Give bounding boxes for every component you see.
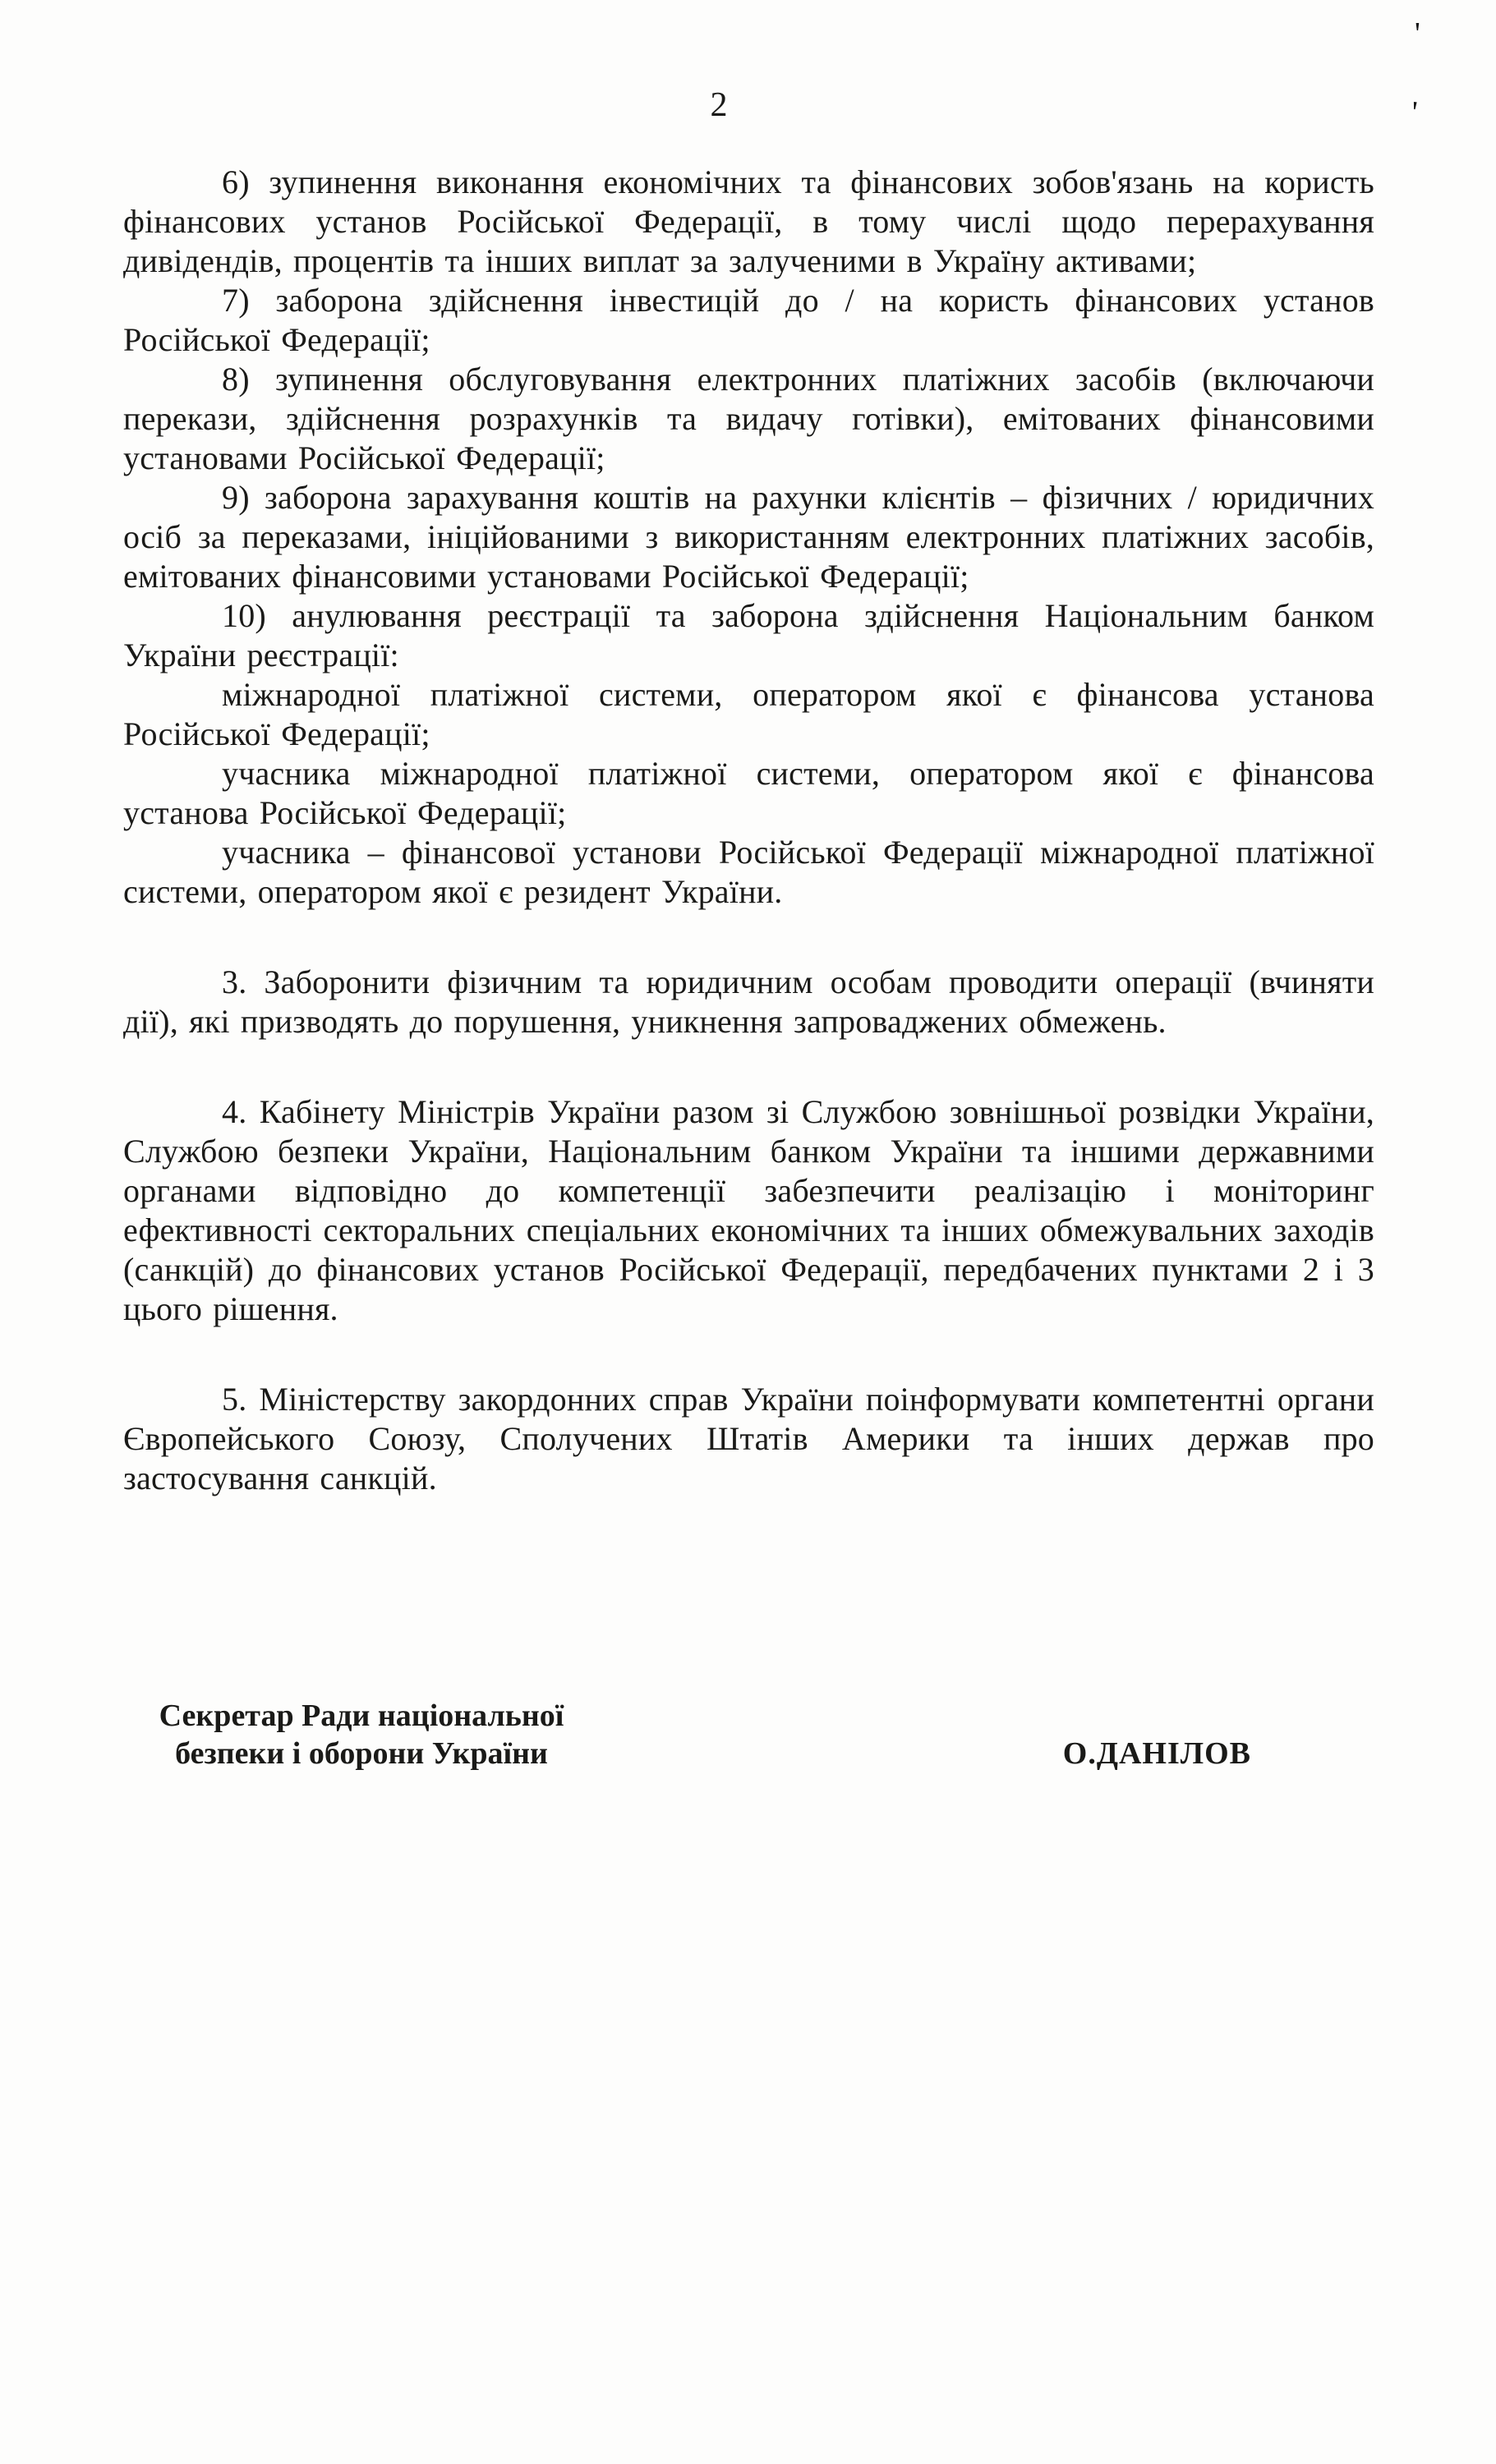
clause-10-sub-1: міжнародної платіжної системи, оператором якої є фінансова установа Російської Федерації;: [123, 676, 1374, 752]
clause-6: 6) зупинення виконання економічних та фінансових зобов'язань на користь фінансових установ Російської Федерації, в тому числі щодо перерахування дивідендів, процентів та інших виплат за залученими в Україну активами;: [123, 163, 1374, 279]
page-number: 2: [710, 86, 728, 124]
clause-8: 8) зупинення обслуговування електронних платіжних засобів (включаючи перекази, здійснення розрахунків та видачу готівки), емітованих фінансовими установами Російської Федерації;: [123, 361, 1374, 476]
signature-block: [123, 1697, 1374, 1772]
clause-10-sub-2: учасника міжнародної платіжної системи, оператором якої є фінансова установа Російської Федерації;: [123, 755, 1374, 831]
item-5: 5. Міністерству закордонних справ України поінформувати компетентні органи Європейського Союзу, Сполучених Штатів Америки та інших держав про застосування санкцій.: [123, 1381, 1374, 1496]
clause-10-sub-3: учасника – фінансової установи Російської Федерації міжнародної платіжної системи, оператором якої є резидент України.: [123, 834, 1374, 910]
signatory-title-line-1: Секретар Ради національної: [159, 1699, 564, 1733]
clause-10: 10) анулювання реєстрації та заборона здійснення Національним банком України реєстрації:: [123, 597, 1374, 673]
item-4: 4. Кабінету Міністрів України разом зі Службою зовнішньої розвідки України, Службою безпеки України, Національним банком України та іншими державними органами відповідно до компетенції забезпечити реалізацію і моніторинг ефективності секторальних спеціальних економічних та інших обмежувальних заходів (санкцій) до фінансових установ Російської Федерації, передбачених пунктами 2 і 3 цього рішення.: [123, 1093, 1374, 1327]
signatory-name: О.ДАНІЛОВ: [1062, 1736, 1251, 1771]
item-3: 3. Заборонити фізичним та юридичним особам проводити операції (вчиняти дії), які призводять до порушення, уникнення запроваджених обмежень.: [123, 963, 1374, 1040]
scan-artifact-mark-bottom: ': [1409, 94, 1420, 131]
signatory-title: [123, 1697, 600, 1772]
clause-7: 7) заборона здійснення інвестицій до / на користь фінансових установ Російської Федерації;: [123, 282, 1374, 358]
clause-9: 9) заборона зарахування коштів на рахунки клієнтів – фізичних / юридичних осіб за переказами, ініційованими з використанням електронних платіжних засобів, емітованих фінансовими установами Російської Федерації;: [123, 479, 1374, 595]
scan-artifact-mark-top: ': [1415, 16, 1420, 51]
signatory-title-line-2: безпеки і оборони України: [175, 1736, 548, 1771]
document-body: [123, 163, 1374, 1498]
